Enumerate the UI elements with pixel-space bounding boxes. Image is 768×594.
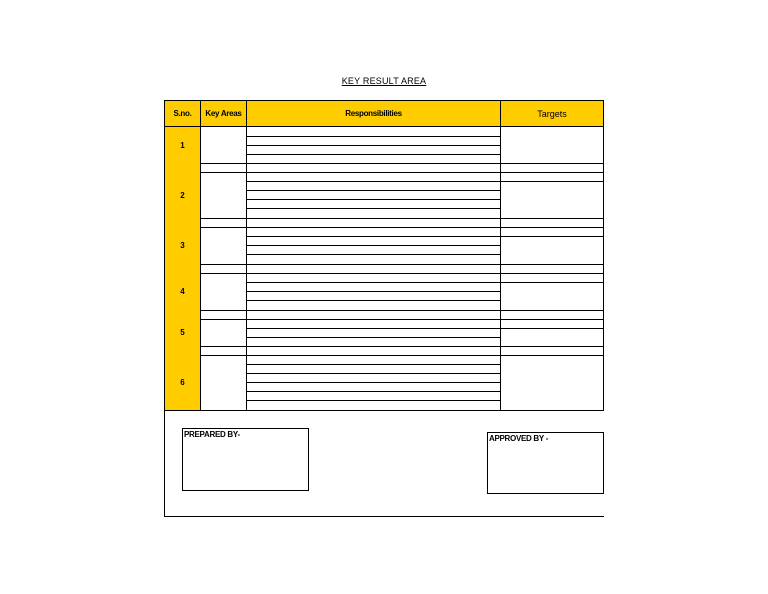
key-areas-left-border (200, 127, 201, 411)
row-1-sno: 1 (164, 127, 201, 164)
row-separator-line (200, 319, 604, 320)
responsibility-rule-line (246, 364, 501, 365)
row-separator-line (200, 264, 604, 265)
row-separator-line (200, 218, 604, 219)
responsibility-rule-line (246, 400, 501, 401)
responsibility-rule-line (246, 245, 501, 246)
responsibility-rule-line (246, 337, 501, 338)
approved-by-label: APPROVED BY - (489, 434, 549, 443)
page-title: KEY RESULT AREA (341, 76, 427, 86)
responsibility-rule-line (246, 300, 501, 301)
prepared-by-label: PREPARED BY- (184, 430, 240, 439)
responsibility-rule-line (246, 199, 501, 200)
responsibility-rule-line (246, 136, 501, 137)
target-rule-line (500, 328, 604, 329)
prepared-by-box[interactable] (182, 428, 309, 491)
responsibility-rule-line (246, 291, 501, 292)
row-6-sno: 6 (164, 355, 201, 411)
row-separator-line (200, 163, 604, 164)
target-rule-line (500, 236, 604, 237)
table-right-border (603, 127, 604, 411)
targets-left-border (500, 127, 501, 411)
row-separator-line (200, 310, 604, 311)
responsibility-rule-line (246, 373, 501, 374)
responsibility-rule-line (246, 382, 501, 383)
row-separator-line (200, 355, 604, 356)
responsibility-rule-line (246, 391, 501, 392)
approved-by-box[interactable] (487, 432, 604, 494)
header-responsibilities: Responsibilities (246, 100, 501, 127)
row-5-sno: 5 (164, 319, 201, 347)
row-separator-line (200, 346, 604, 347)
row-3-sno: 3 (164, 227, 201, 265)
header-targets: Targets (500, 100, 604, 127)
header-sno: S.no. (164, 100, 201, 127)
responsibility-rule-line (246, 181, 501, 182)
responsibility-rule-line (246, 208, 501, 209)
row-separator-line (200, 172, 604, 173)
responsibility-rule-line (246, 328, 501, 329)
row-4-sno: 4 (164, 273, 201, 311)
row-separator-line (200, 410, 604, 411)
target-rule-line (500, 181, 604, 182)
responsibilities-left-border (246, 127, 247, 411)
footer-bottom-border (164, 516, 604, 517)
row-separator-line (200, 273, 604, 274)
target-rule-line (500, 282, 604, 283)
header-key-areas: Key Areas (200, 100, 247, 127)
row-2-sno: 2 (164, 172, 201, 219)
footer-left-border (164, 410, 165, 517)
responsibility-rule-line (246, 282, 501, 283)
responsibility-rule-line (246, 254, 501, 255)
responsibility-rule-line (246, 236, 501, 237)
row-separator-line (200, 227, 604, 228)
responsibility-rule-line (246, 154, 501, 155)
responsibility-rule-line (246, 190, 501, 191)
responsibility-rule-line (246, 145, 501, 146)
